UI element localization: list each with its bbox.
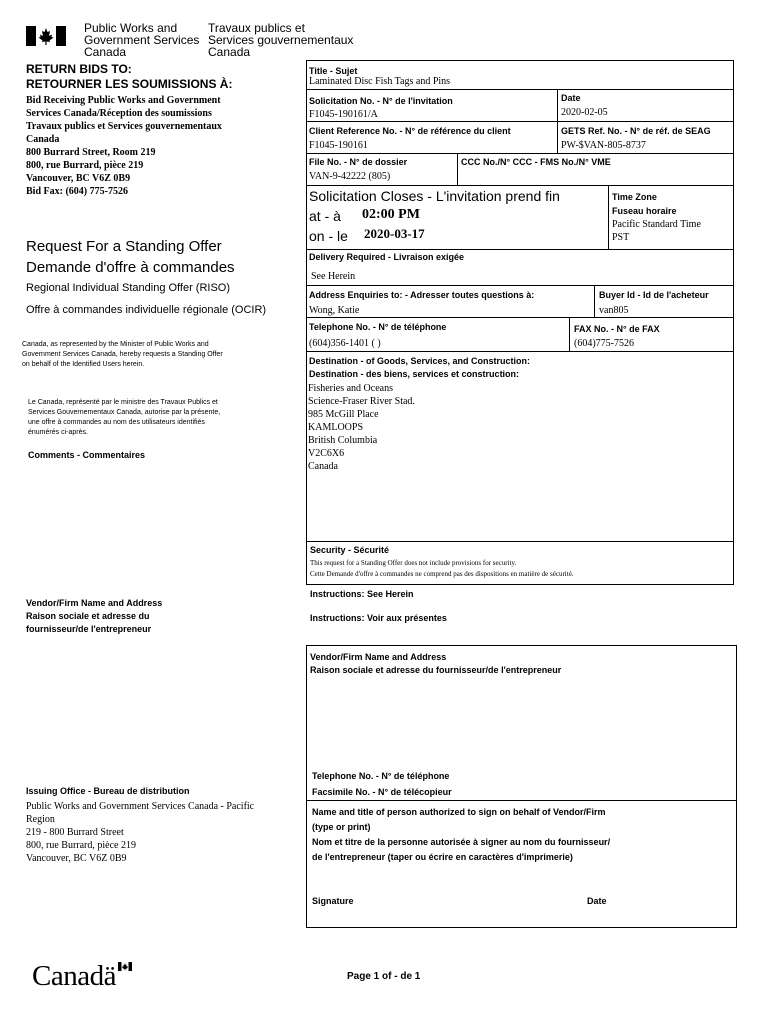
time-zone-value: Pacific Standard Time PST xyxy=(612,219,701,243)
at-label: at - à xyxy=(309,208,341,224)
solicitation-no-label: Solicitation No. - N° de l'invitation xyxy=(309,96,453,106)
title-value: Laminated Disc Fish Tags and Pins xyxy=(309,76,451,87)
security-label: Security - Sécurité xyxy=(310,545,390,555)
client-ref-value: F1045-190161 xyxy=(309,140,368,151)
wordmark-flag-icon xyxy=(118,962,132,971)
vendor-left-label: Vendor/Firm Name and Address Raison sociale et adresse du fournisseur/de l'entrepreneur xyxy=(26,598,163,634)
rso-paragraph-fr: Le Canada, représenté par le ministre des Travaux Publics et Services Gouvernementaux Canada, autorise par la présente, une offre à commandes au nom des utilisateurs identifiés énumérés ci-après. xyxy=(28,399,221,436)
client-ref-label: Client Reference No. - N° de référence du client xyxy=(309,126,511,136)
destination-address: Fisheries and Oceans Science-Fraser River Stad. 985 McGill Place KAMLOOPS British Columbia V2C6X6 Canada xyxy=(308,383,415,472)
buyer-id-value: van805 xyxy=(599,305,629,316)
rso-paragraph-en: Canada, as represented by the Minister of Public Works and Government Services Canada, hereby requests a Standing Offer on behalf of the Identified Users herein. xyxy=(22,341,223,368)
comments-label: Comments - Commentaires xyxy=(28,450,146,460)
canada-flag-icon xyxy=(26,26,66,46)
return-bids-heading: RETURN BIDS TO: RETOURNER LES SOUMISSIONS À: xyxy=(26,62,233,91)
authorized-signer-label: Name and title of person authorized to sign on behalf of Vendor/Firm (type or print) Nom et titre de la personne autorisée à signer au nom du fournisseur/ de l'entrepreneur (taper ou écrire en caractères d'imprimerie) xyxy=(312,807,611,862)
file-no-value: VAN-9-42222 (805) xyxy=(309,171,391,182)
closing-time: 02:00 PM xyxy=(362,207,420,222)
ccc-label: CCC No./N° CCC - FMS No./N° VME xyxy=(461,157,611,167)
issuing-office-address: Public Works and Government Services Canada - Pacific Region 219 - 800 Burrard Street 800, rue Burrard, pièce 219 Vancouver, BC V6Z 0B9 xyxy=(26,801,255,864)
page-number: Page 1 of - de 1 xyxy=(347,971,421,982)
address-enquiries-value: Wong, Katie xyxy=(309,305,360,316)
destination-label: Destination - of Goods, Services, and Construction: Destination - des biens, services et construction: xyxy=(309,356,531,379)
return-bids-address: Bid Receiving Public Works and Government Services Canada/Réception des soumissions Travaux publics et Services gouvernementaux Canada 800 Burrard Street, Room 219 800, rue Burrard, pièce 219 Vancouver, BC V6Z 0B9 Bid Fax: (604) 775-7526 xyxy=(26,95,222,197)
rso-type-en: Regional Individual Standing Offer (RISO) xyxy=(26,282,231,294)
rso-type-fr: Offre à commandes individuelle régionale (OCIR) xyxy=(26,304,267,316)
signature-label: Signature xyxy=(312,896,354,906)
date-label: Date xyxy=(561,93,581,103)
vendor-box-label: Vendor/Firm Name and Address Raison sociale et adresse du fournisseur/de l'entrepreneur xyxy=(310,652,562,675)
vendor-facsimile-label: Facsimile No. - N° de télécopieur xyxy=(312,787,452,797)
closing-date: 2020-03-17 xyxy=(364,226,425,241)
gets-ref-value: PW-$VAN-805-8737 xyxy=(561,140,646,151)
fax-value: (604)775-7526 xyxy=(574,338,634,349)
title-label: Title - Sujet xyxy=(309,66,358,76)
solicitation-no-value: F1045-190161/A xyxy=(309,109,378,120)
closes-label: Solicitation Closes - L'invitation prend fin xyxy=(309,188,560,204)
telephone-value: (604)356-1401 ( ) xyxy=(309,338,381,349)
gets-ref-label: GETS Ref. No. - N° de réf. de SEAG xyxy=(561,126,711,136)
buyer-id-label: Buyer Id - Id de l'acheteur xyxy=(599,290,709,300)
issuing-office-label: Issuing Office - Bureau de distribution xyxy=(26,786,190,796)
rso-title: Request For a Standing Offer Demande d'offre à commandes xyxy=(26,238,235,276)
instructions-fr: Instructions: Voir aux présentes xyxy=(310,613,447,623)
fax-label: FAX No. - N° de FAX xyxy=(574,324,660,334)
time-zone-label: Time Zone Fuseau horaire xyxy=(612,192,677,216)
date-value: 2020-02-05 xyxy=(561,107,608,118)
telephone-label: Telephone No. - N° de téléphone xyxy=(309,322,447,332)
file-no-label: File No. - N° de dossier xyxy=(309,157,408,167)
delivery-value: See Herein xyxy=(311,271,356,282)
security-text: This request for a Standing Offer does not include provisions for security. Cette Demande d'offre à commandes ne comprend pas des dispositions en matière de sécurité. xyxy=(310,559,574,578)
canada-wordmark: Canadä xyxy=(32,960,116,992)
address-enquiries-label: Address Enquiries to: - Adresser toutes questions à: xyxy=(309,290,535,300)
instructions-en: Instructions: See Herein xyxy=(310,589,414,599)
vendor-telephone-label: Telephone No. - N° de téléphone xyxy=(312,771,450,781)
on-label: on - le xyxy=(309,228,348,244)
signature-date-label: Date xyxy=(587,896,607,906)
department-name-en: Public Works and Government Services Canada xyxy=(84,21,200,59)
delivery-label: Delivery Required - Livraison exigée xyxy=(309,252,465,262)
department-name-fr: Travaux publics et Services gouvernementaux Canada xyxy=(208,21,354,59)
